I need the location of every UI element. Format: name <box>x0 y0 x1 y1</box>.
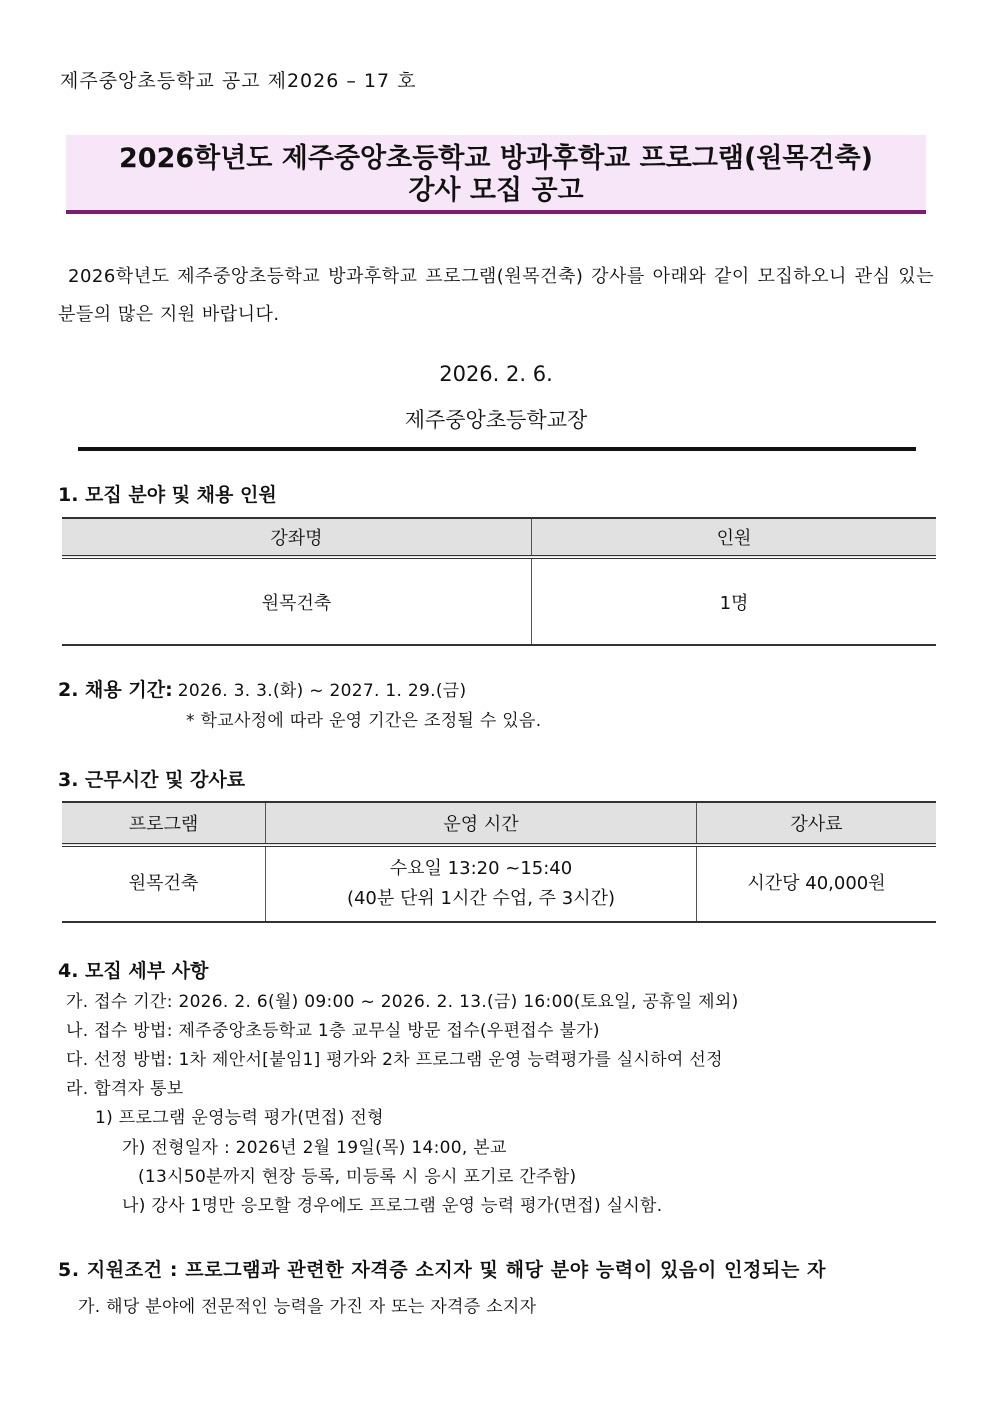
course-name: 원목건축 <box>62 557 532 645</box>
table-row <box>62 845 936 922</box>
time-line2: (40분 단위 1시간 수업, 주 3시간) <box>346 888 616 909</box>
sub-item: 1) 프로그램 운영능력 평가(면접) 전형 <box>95 1108 384 1128</box>
employment-period: 2026. 3. 3.(화) ~ 2027. 1. 29.(금) <box>177 681 467 701</box>
program-name: 원목건축 <box>62 845 266 922</box>
list-item: 다. 선정 방법: 1차 제안서[붙임1] 평가와 2차 프로그램 운영 능력평가를 실시하여 선정 <box>66 1050 723 1070</box>
period-note: * 학교사정에 따라 운영 기간은 조정될 수 있음. <box>186 711 542 731</box>
time-line1: 수요일 13:20 ~15:40 <box>389 858 573 879</box>
header-count: 인원 <box>532 518 937 557</box>
section2-heading: 2. 채용 기간: <box>58 679 173 701</box>
title-line2: 강사 모집 공고 <box>408 175 584 206</box>
operating-time <box>266 845 697 922</box>
list-item: 가. 해당 분야에 전문적인 능력을 가진 자 또는 자격증 소지자 <box>78 1297 537 1317</box>
title-box <box>66 135 926 214</box>
section3-heading: 3. 근무시간 및 강사료 <box>58 769 246 791</box>
notice-number: 제주중앙초등학교 공고 제2026 – 17 호 <box>60 70 417 92</box>
recruit-table <box>62 517 936 646</box>
sub-item-note: (13시50분까지 현장 등록, 미등록 시 응시 포기로 간주함) <box>138 1167 577 1187</box>
list-item: 가. 접수 기간: 2026. 2. 6(월) 09:00 ~ 2026. 2. 13.(금) 16:00(토요일, 공휴일 제외) <box>66 992 739 1012</box>
header-program: 프로그램 <box>62 802 266 845</box>
section2 <box>58 675 466 702</box>
section1-heading: 1. 모집 분야 및 채용 인원 <box>58 484 277 506</box>
count-value: 1명 <box>532 557 937 645</box>
header-time: 운영 시간 <box>266 802 697 845</box>
section5-heading: 5. 지원조건 : 프로그램과 관련한 자격증 소지자 및 해당 분야 능력이 있음이 인정되는 자 <box>58 1259 827 1281</box>
divider <box>78 447 916 451</box>
fee-value: 시간당 40,000원 <box>697 845 937 922</box>
header-course: 강좌명 <box>62 518 532 557</box>
principal-name: 제주중앙초등학교장 <box>404 408 588 432</box>
sub-item: 가) 전형일자 : 2026년 2월 19일(목) 14:00, 본교 <box>122 1138 507 1158</box>
table-row <box>62 557 936 645</box>
title-line1: 2026학년도 제주중앙초등학교 방과후학교 프로그램(원목건축) <box>119 143 873 174</box>
list-item: 나. 접수 방법: 제주중앙초등학교 1층 교무실 방문 접수(우편접수 불가) <box>66 1021 600 1041</box>
sub-item: 나) 강사 1명만 응모할 경우에도 프로그램 운영 능력 평가(면접) 실시함. <box>122 1196 663 1216</box>
intro-paragraph: 2026학년도 제주중앙초등학교 방과후학교 프로그램(원목건축) 강사를 아래와 같이 모집하오니 관심 있는 분들의 많은 지원 바랍니다. <box>58 266 934 325</box>
schedule-table <box>62 801 936 923</box>
list-item: 라. 합격자 통보 <box>66 1079 184 1099</box>
section4-heading: 4. 모집 세부 사항 <box>58 960 209 982</box>
header-fee: 강사료 <box>697 802 937 845</box>
notice-date: 2026. 2. 6. <box>439 362 553 386</box>
